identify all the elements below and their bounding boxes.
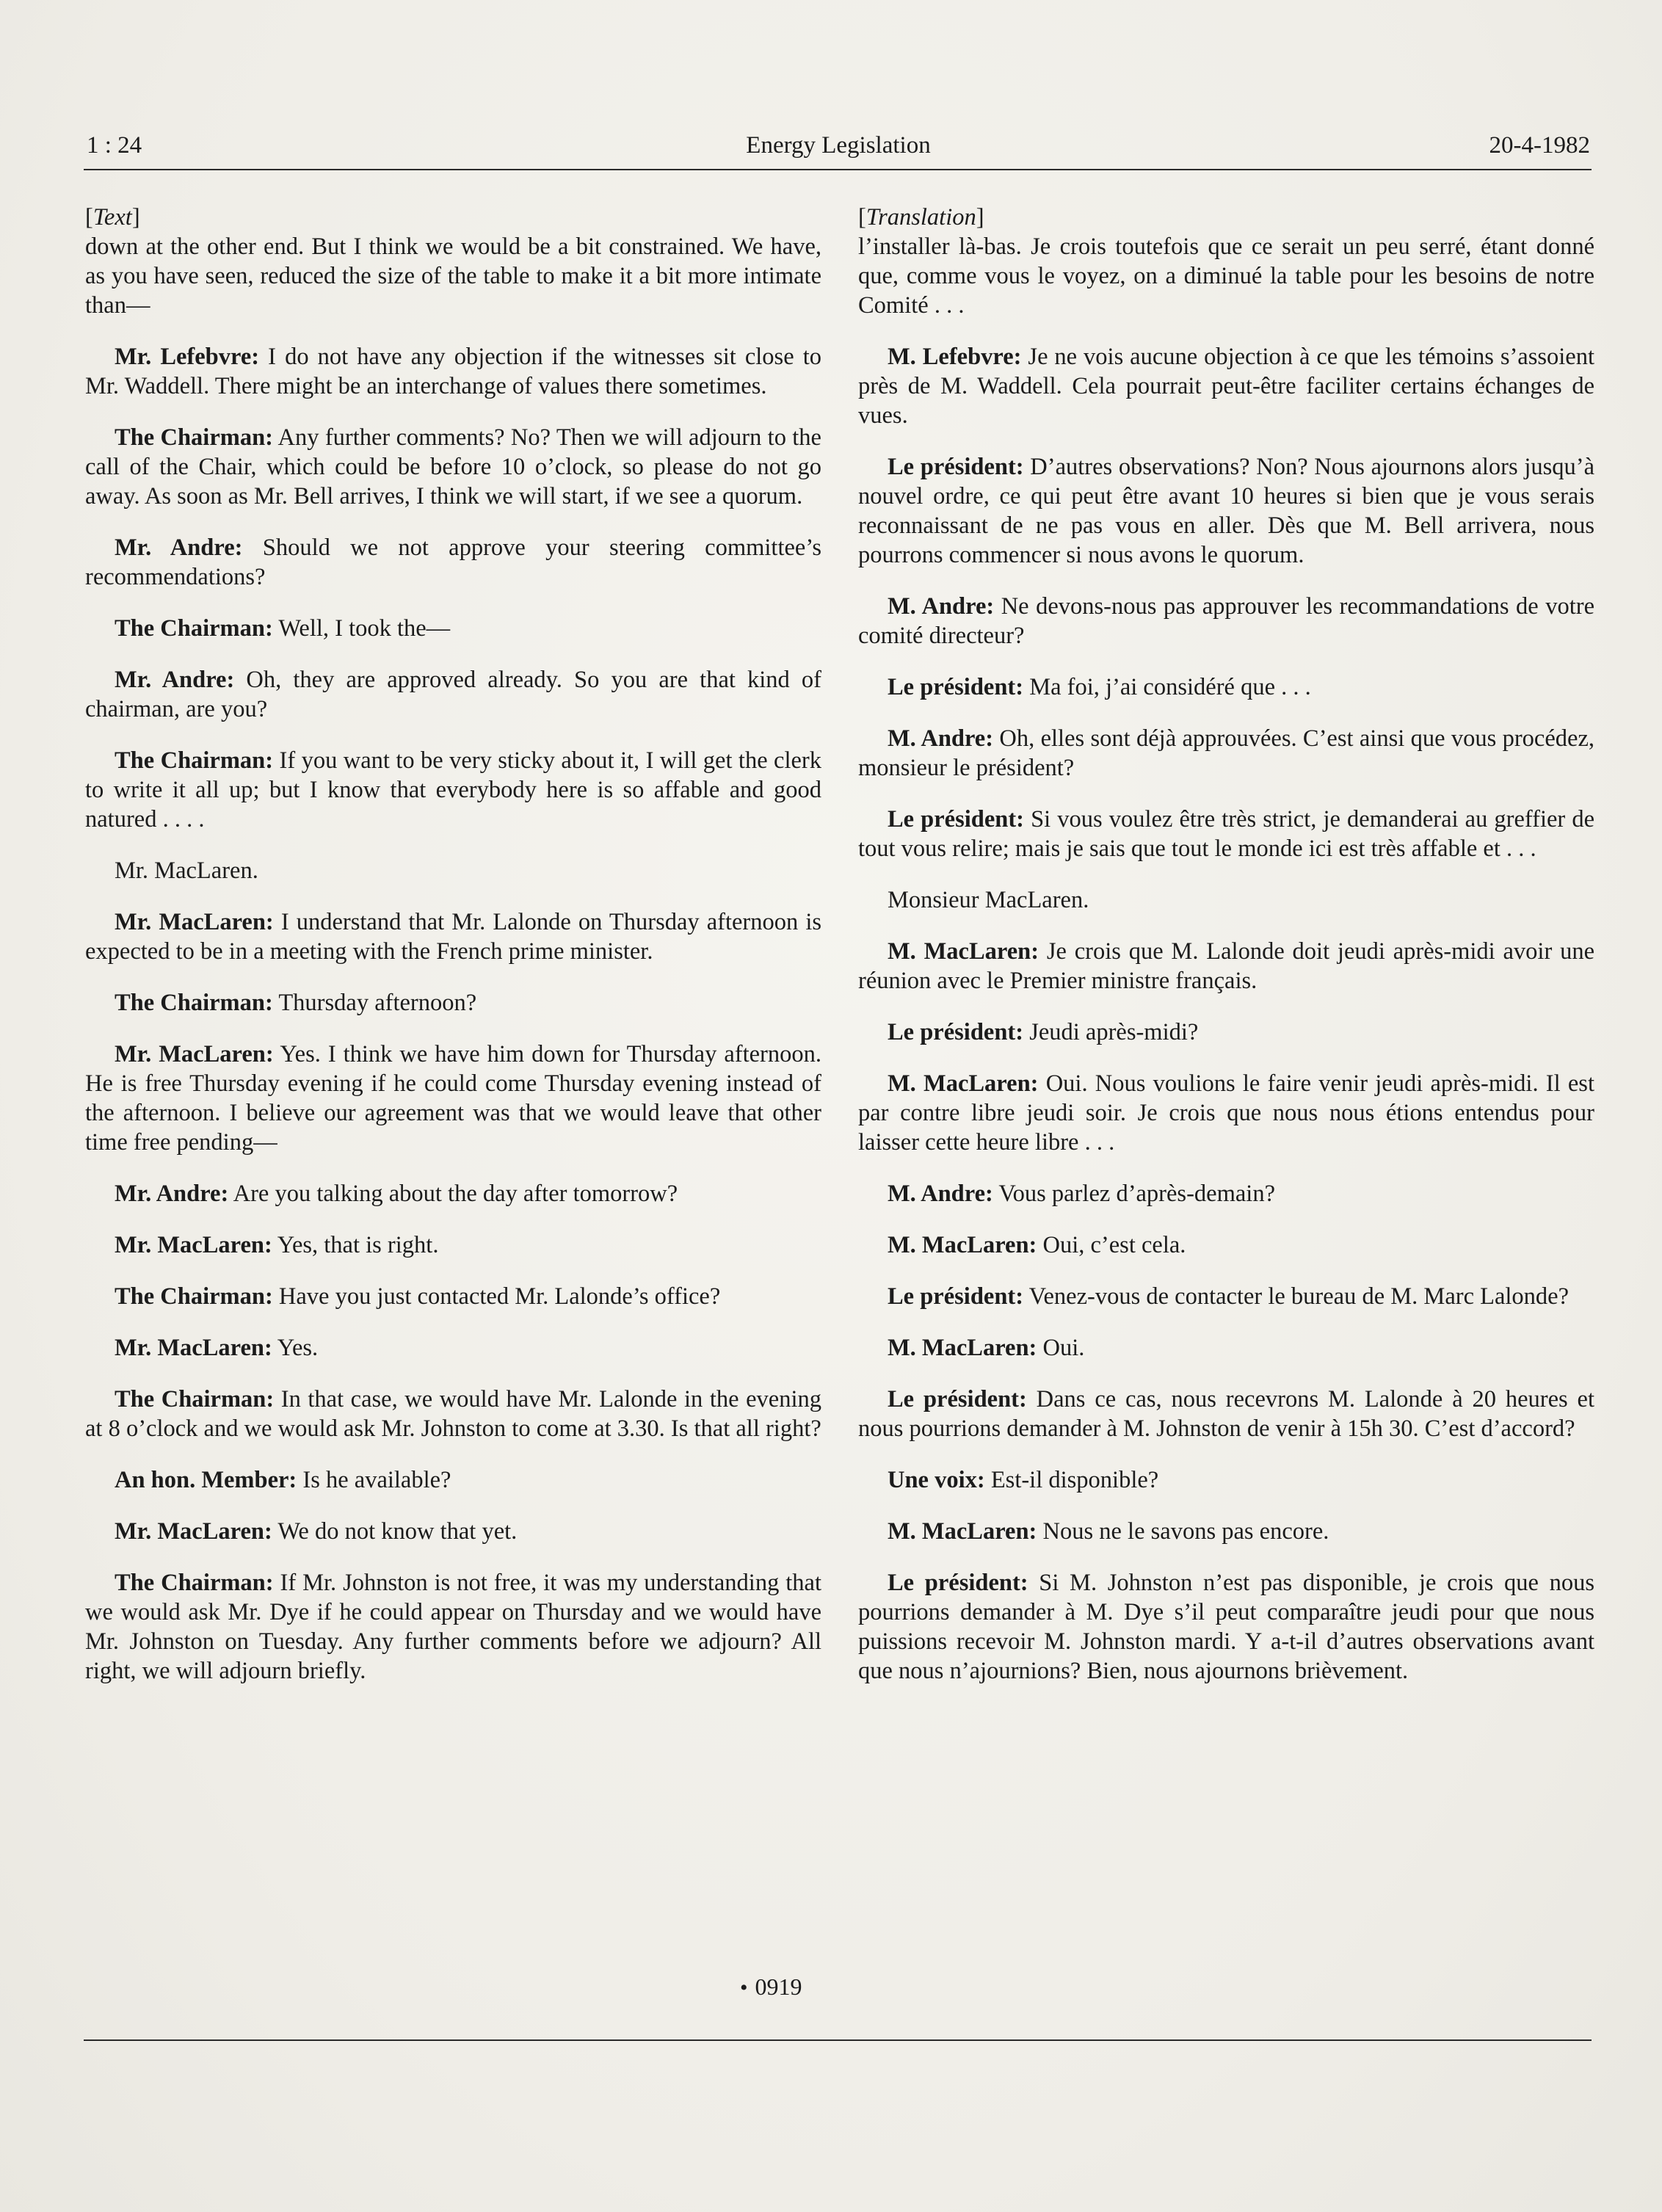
speech-paragraph (858, 885, 1594, 915)
speaker-name: Mr. Andre: (115, 534, 243, 561)
speaker-name: M. MacLaren: (888, 1232, 1037, 1258)
speech-text: Yes, that is right. (272, 1232, 439, 1258)
speech-text: Je ne vois aucune objection à ce que les témoins s’assoient près de M. Waddell. Cela pourrait peut-être faciliter certains échanges de vues. (858, 344, 1595, 429)
speech-text: I understand that Mr. Lalonde on Thursday afternoon is expected to be in a meeting with the French prime minister. (85, 909, 821, 965)
speech-paragraph (858, 724, 1594, 783)
speech-text: Mr. MacLaren. (115, 857, 258, 884)
page-header (87, 125, 1590, 166)
speech-paragraph (85, 1282, 821, 1311)
speech-paragraph (85, 856, 821, 885)
speaker-name: Mr. MacLaren: (115, 909, 274, 935)
speech-text: Are you talking about the day after tomorrow? (228, 1181, 678, 1207)
speech-text: Si M. Johnston n’est pas disponible, je crois que nous pourrions demander à M. Dye s’il peut comparaître jeudi pour que nous puissions recevoir M. Johnston mardi. Y a-t-il d’autres observations avant que nous n’ajournions? Bien, nous ajournons brièvement. (858, 1570, 1594, 1684)
language-tag: [Text] (85, 204, 140, 231)
speaker-name: Le président: (888, 1386, 1027, 1413)
speech-text: Oui, c’est cela. (1037, 1232, 1186, 1258)
speech-paragraph (858, 1568, 1594, 1686)
speech-paragraph (85, 423, 821, 511)
speech-paragraph (85, 342, 821, 401)
speech-paragraph (85, 988, 821, 1018)
speaker-name: Le président: (888, 674, 1024, 700)
speaker-name: M. Andre: (888, 725, 994, 752)
speech-text: Oui. (1037, 1335, 1085, 1361)
french-paragraphs (858, 342, 1594, 1686)
time-marker (740, 1972, 802, 2003)
speech-text: Si vous voulez être très strict, je demanderai au greffier de tout vous relire; mais je sais que tout le monde ici est très affable et . . . (858, 806, 1594, 862)
speech-text: If you want to be very sticky about it, I will get the clerk to write it all up; but I know that everybody here is so affable and good natured . . . . (85, 747, 821, 833)
english-column (85, 203, 821, 1708)
speech-text: Oh, elles sont déjà approuvées. C’est ainsi que vous procédez, monsieur le président? (858, 725, 1594, 781)
speech-text: Ne devons-nous pas approuver les recommandations de votre comité directeur? (858, 593, 1594, 649)
speech-paragraph (858, 1230, 1594, 1260)
page-title: Energy Legislation (746, 132, 931, 159)
speaker-name: Mr. Lefebvre: (115, 344, 260, 370)
speech-paragraph (858, 1069, 1594, 1157)
speaker-name: Le président: (888, 454, 1024, 480)
speech-paragraph (85, 1040, 821, 1157)
speaker-name: An hon. Member: (115, 1467, 297, 1493)
speaker-name: The Chairman: (115, 990, 273, 1016)
speech-text: Have you just contacted Mr. Lalonde’s office? (272, 1283, 721, 1310)
speech-paragraph (85, 746, 821, 834)
speech-paragraph (85, 1333, 821, 1363)
speech-paragraph (858, 805, 1594, 863)
speaker-name: The Chairman: (115, 1570, 274, 1596)
speech-text: Est-il disponible? (984, 1467, 1159, 1493)
speech-paragraph (85, 1568, 821, 1686)
speech-text: If Mr. Johnston is not free, it was my understanding that we would ask Mr. Dye if he could appear on Thursday and we would have Mr. Johnston on Tuesday. Any further comments before we adjourn? All right, we will adjourn briefly. (85, 1570, 821, 1684)
header-rule (84, 169, 1592, 170)
speaker-name: Le président: (888, 1019, 1024, 1045)
footer-rule (84, 2039, 1592, 2041)
speech-paragraph (85, 907, 821, 966)
speaker-name: Mr. Andre: (115, 667, 235, 693)
speaker-name: M. MacLaren: (888, 1518, 1037, 1545)
speech-text: Venez-vous de contacter le bureau de M. Marc Lalonde? (1023, 1283, 1570, 1310)
speech-paragraph (85, 1385, 821, 1443)
speaker-name: Mr. MacLaren: (115, 1232, 272, 1258)
speech-paragraph (85, 665, 821, 724)
speech-text: Oh, they are approved already. So you are that kind of chairman, are you? (85, 667, 821, 722)
speech-text: Nous ne le savons pas encore. (1037, 1518, 1329, 1545)
speech-paragraph (85, 1465, 821, 1495)
speaker-name: The Chairman: (115, 1386, 275, 1413)
speech-paragraph (858, 1282, 1594, 1311)
speaker-name: Mr. Andre: (115, 1181, 229, 1207)
speech-paragraph (858, 672, 1594, 702)
speech-text: Je crois que M. Lalonde doit jeudi après-midi avoir une réunion avec le Premier ministre français. (858, 938, 1594, 994)
speech-paragraph (858, 1385, 1594, 1443)
speech-text: Thursday afternoon? (272, 990, 477, 1016)
speech-paragraph (85, 1179, 821, 1208)
speaker-name: The Chairman: (115, 424, 273, 451)
speech-paragraph (858, 1465, 1594, 1495)
speech-text: Dans ce cas, nous recevrons M. Lalonde à 20 heures et nous pourrions demander à M. Johnston de venir à 15h 30. C’est d’accord? (858, 1386, 1594, 1442)
english-paragraphs (85, 342, 821, 1686)
speech-paragraph (858, 1517, 1594, 1546)
speech-paragraph (858, 1333, 1594, 1363)
speaker-name: Mr. MacLaren: (115, 1518, 272, 1545)
speech-paragraph (85, 1230, 821, 1260)
speech-text: Well, I took the— (272, 615, 451, 642)
speech-paragraph (858, 1018, 1594, 1047)
speaker-name: M. MacLaren: (888, 938, 1039, 965)
speech-text: Yes. I think we have him down for Thursday afternoon. He is free Thursday evening if he could come Thursday evening instead of the afternoon. I believe our agreement was that we would leave that other time free pending— (85, 1041, 821, 1156)
speech-paragraph (858, 452, 1594, 570)
page-number: 1 : 24 (87, 132, 142, 159)
speech-paragraph (85, 1517, 821, 1546)
speech-paragraph (85, 533, 821, 592)
speaker-name: M. MacLaren: (888, 1335, 1037, 1361)
speaker-name: M. MacLaren: (888, 1070, 1039, 1097)
speech-paragraph (85, 614, 821, 643)
speech-text: We do not know that yet. (272, 1518, 518, 1545)
speaker-name: Mr. MacLaren: (115, 1335, 272, 1361)
continuation-paragraph: l’installer là-bas. Je crois toutefois que ce serait un peu serré, étant donné que, comme vous le voyez, on a diminué la table pour les besoins de notre Comité . . . (858, 233, 1594, 319)
speech-text: I do not have any objection if the witnesses sit close to Mr. Waddell. There might be an interchange of values there sometimes. (85, 344, 821, 399)
speech-text: Jeudi après-midi? (1023, 1019, 1199, 1045)
bullet-icon: • (740, 1976, 748, 2000)
speech-paragraph (858, 1179, 1594, 1208)
speaker-name: Le président: (888, 1283, 1024, 1310)
speaker-name: The Chairman: (115, 615, 273, 642)
speech-text: Yes. (272, 1335, 319, 1361)
speaker-name: M. Lefebvre: (888, 344, 1022, 370)
speech-text: D’autres observations? Non? Nous ajournons alors jusqu’à nouvel ordre, ce qui peut être avant 10 heures si bien que je vous serais reconnaissant de ne pas vous en aller. Dès que M. Bell arrivera, nous pourrons commencer si nous avons le quorum. (858, 454, 1594, 568)
speaker-name: The Chairman: (115, 747, 274, 774)
speaker-name: Le président: (888, 806, 1025, 833)
speech-text: In that case, we would have Mr. Lalonde in the evening at 8 o’clock and we would ask Mr. Johnston to come at 3.30. Is that all right? (85, 1386, 821, 1442)
speech-text: Should we not approve your steering committee’s recommendations? (85, 534, 821, 590)
speaker-name: M. Andre: (888, 1181, 993, 1207)
speech-text: Any further comments? No? Then we will adjourn to the call of the Chair, which could be before 10 o’clock, so please do not go away. As soon as Mr. Bell arrives, I think we will start, if we see a quorum. (85, 424, 821, 510)
speech-text: Is he available? (297, 1467, 451, 1493)
speaker-name: Mr. MacLaren: (115, 1041, 274, 1067)
language-tag: [Translation] (858, 204, 984, 231)
speech-paragraph (858, 937, 1594, 996)
speech-paragraph (858, 342, 1594, 430)
continuation-paragraph: down at the other end. But I think we would be a bit constrained. We have, as you have seen, reduced the size of the table to make it a bit more intimate than— (85, 233, 821, 319)
speech-text: Monsieur MacLaren. (888, 887, 1089, 913)
speaker-name: M. Andre: (888, 593, 995, 620)
speech-text: Ma foi, j’ai considéré que . . . (1023, 674, 1311, 700)
speaker-name: The Chairman: (115, 1283, 273, 1310)
speaker-name: Une voix: (888, 1467, 985, 1493)
page-date: 20-4-1982 (1489, 132, 1590, 159)
speech-paragraph (858, 592, 1594, 650)
french-column (858, 203, 1594, 1708)
speech-text: Vous parlez d’après-demain? (993, 1181, 1275, 1207)
speaker-name: Le président: (888, 1570, 1028, 1596)
time-marker-value: 0919 (755, 1973, 802, 2000)
speech-text: Oui. Nous voulions le faire venir jeudi après-midi. Il est par contre libre jeudi soir. Je crois que nous nous étions entendus pour laisser cette heure libre . . . (858, 1070, 1594, 1156)
